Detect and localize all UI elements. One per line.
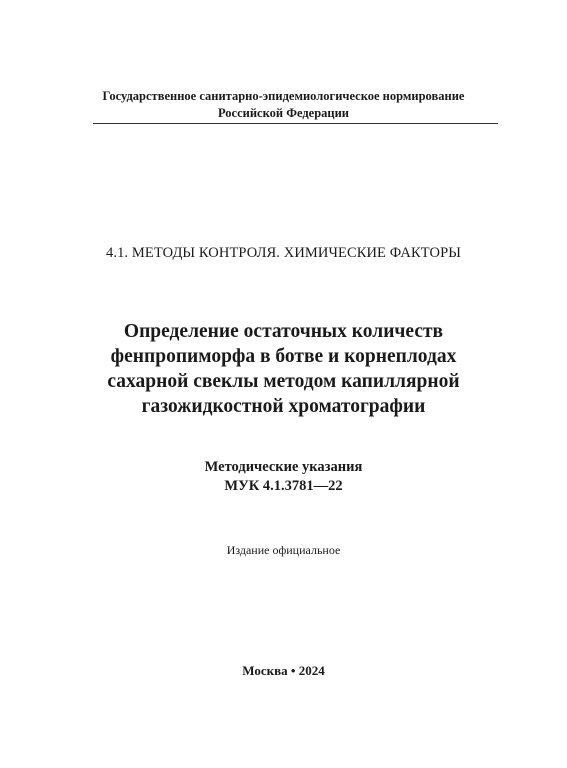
- document-title: [0, 319, 567, 419]
- edition-note: Издание официальное: [226, 543, 341, 557]
- document-type: Методические указания: [204, 459, 363, 475]
- title-line-2: фенпропиморфа в ботве и корнеплодах: [110, 346, 457, 367]
- header-line-1: Государственное санитарно-эпидемиологическое нормирование: [102, 89, 465, 103]
- title-line-4: газожидкостной хроматографии: [141, 396, 426, 417]
- header-divider: [93, 123, 498, 124]
- title-line-1: Определение остаточных количеств: [123, 321, 444, 342]
- document-code: МУК 4.1.3781—22: [224, 478, 343, 494]
- title-line-3: сахарной свеклы методом капиллярной: [107, 371, 460, 392]
- section-heading: 4.1. МЕТОДЫ КОНТРОЛЯ. ХИМИЧЕСКИЕ ФАКТОРЫ: [106, 245, 461, 261]
- imprint-city-year: Москва • 2024: [242, 663, 325, 678]
- issuing-authority-header: [0, 88, 567, 122]
- document-type-block: [0, 458, 567, 496]
- header-line-2: Российской Федерации: [217, 106, 350, 120]
